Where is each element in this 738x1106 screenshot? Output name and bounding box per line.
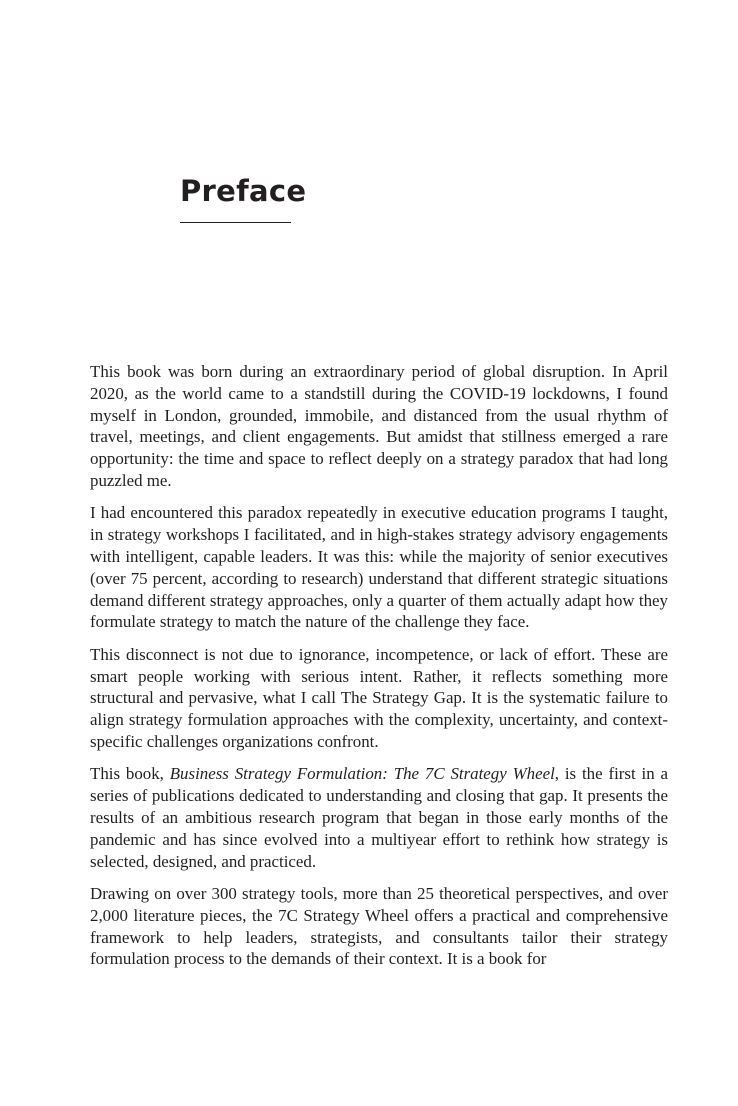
title-underline [180, 222, 291, 223]
paragraph [90, 763, 668, 872]
paragraph: Drawing on over 300 strategy tools, more than 25 theoretical perspectives, and over 2,000 literature pieces, the 7C Strategy Wheel offers a practical and comprehensive framework to help leaders, strategists, and consultants tailor their strategy formulation process to the demands of their context. It is a book for [90, 883, 668, 969]
paragraph-text: , is the first in a series of publications dedicated to understanding and closing that gap. It presents the results of an ambitious research program that began in those early months of the pandemic and has since evolved into a multiyear effort to rethink how strategy is selected, designed, and practiced. [90, 764, 668, 871]
preface-body [90, 361, 668, 981]
page-title: Preface [180, 174, 307, 208]
paragraph: This disconnect is not due to ignorance, incompetence, or lack of effort. These are smart people working with serious intent. Rather, it reflects something more structural and pervasive, what I call The Strategy Gap. It is the systematic failure to align strategy formulation approaches with the complexity, uncertainty, and context-specific challenges organizations confront. [90, 644, 668, 751]
paragraph: This book was born during an extraordinary period of global disruption. In April 2020, as the world came to a standstill during the COVID-19 lockdowns, I found myself in London, grounded, immobile, and distanced from the usual rhythm of travel, meetings, and client engagements. But amidst that stillness emerged a rare opportunity: the time and space to reflect deeply on a strategy paradox that had long puzzled me. [90, 362, 668, 490]
book-title: Business Strategy Formulation: The 7C Strategy Wheel [169, 764, 555, 784]
paragraph-text: This book, [90, 764, 170, 784]
paragraph: I had encountered this paradox repeatedly in executive education programs I taught, in strategy workshops I facilitated, and in high-stakes strategy advisory engagements with intelligent, capable leaders. It was this: while the majority of senior executives (over 75 percent, according to research) understand that different strategic situations demand different strategy approaches, only a quarter of them actually adapt how they formulate strategy to match the nature of the challenge they face. [90, 503, 668, 632]
